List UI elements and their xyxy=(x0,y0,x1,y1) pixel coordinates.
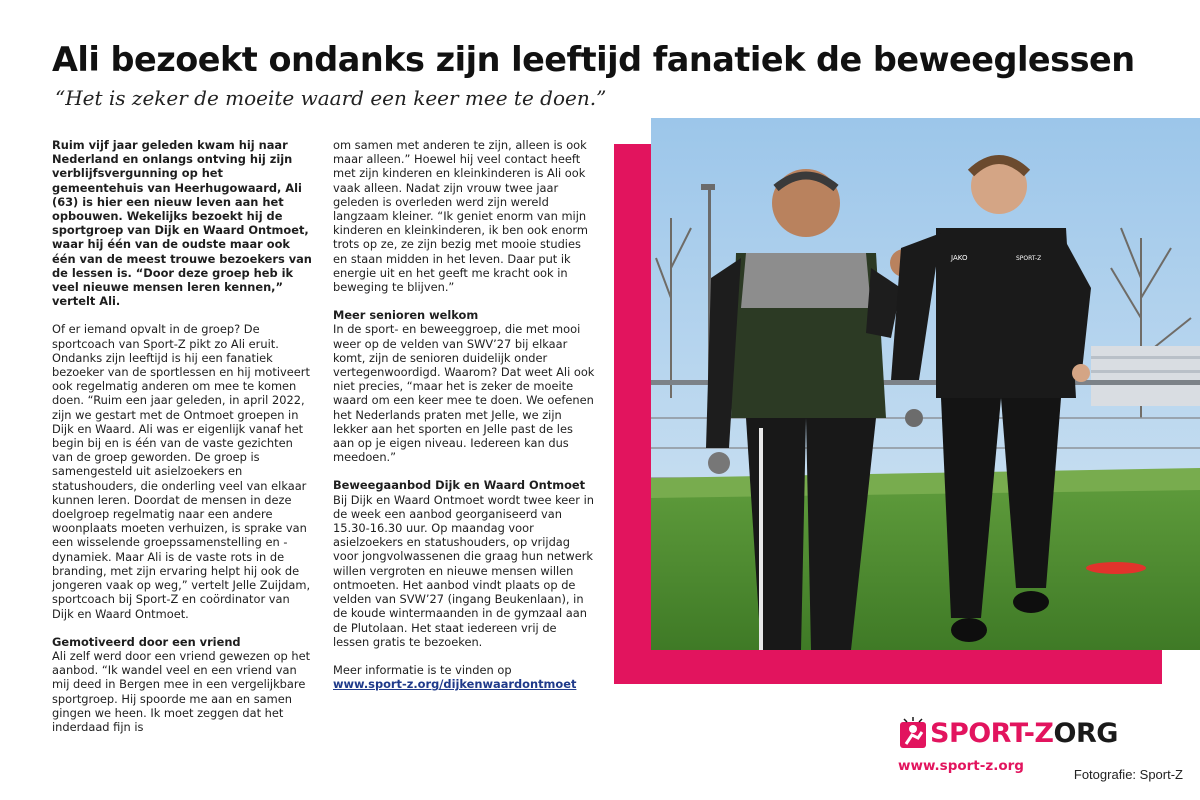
article-subheadline: “Het is zeker de moeite waard een keer mee te doen.” xyxy=(55,86,607,110)
body-paragraph: Of er iemand opvalt in de groep? De sportcoach van Sport-Z pikt zo Ali eruit. Ondanks zijn leeftijd is hij een fanatiek bezoeker van de sportlessen en hij motiveert ook regelmatig anderen om mee te komen doen. “Ruim een jaar geleden, in april 2022, zijn we gestart met de Ontmoet groepen in Dijk en Waard. Ali was er eigenlijk vanaf het begin bij en is één van de vaste gezichten van de groep geworden. De groep is samengesteld uit asielzoekers en statushouders, die onderling veel van elkaar kunnen leren. Doordat de mensen in deze doelgroep regelmatig naar een andere woonplaats moeten verhuizen, is sprake van een wisselende groepssamenstelling en -dynamiek. Maar Ali is de vaste rots in de branding, met zijn ervaring helpt hij ook de jongeren vaak op weg,” vertelt Jelle Zuijdam, sportcoach bij Sport-Z en coördinator van Dijk en Waard Ontmoet. xyxy=(52,322,311,621)
info-paragraph xyxy=(333,663,595,691)
article-column-2 xyxy=(333,138,595,691)
body-paragraph: om samen met anderen te zijn, alleen is ook maar alleen.” Hoewel hij veel contact heeft met zijn kinderen en kleinkinderen is Ali ook vaak alleen. Nadat zijn vrouw twee jaar geleden is overleden werd zijn wereld langzaam kleiner. “Ik geniet enorm van mijn kinderen en kleinkinderen, ik ben ook enorm trots op ze, ze zijn bezig met mooie studies en staan midden in het leven. Daar put ik energie uit en het geeft me kracht ook in beweging te blijven.” xyxy=(333,138,589,295)
brand-url[interactable]: www.sport-z.org xyxy=(898,758,1024,774)
intro-paragraph: Ruim vijf jaar geleden kwam hij naar Nederland en onlangs ontving hij zijn verblijfsvergunning op het gemeentehuis van Heerhugowaard, Ali (63) is hier een nieuw leven aan het opbouwen. Wekelijks bezoekt hij de sportgroep van Dijk en Waard Ontmoet, waar hij één van de oudste maar ook één van de meest trouwe bezoekers van de lessen is. “Door deze groep heb ik veel nieuwe mensen leren kennen,” vertelt Ali. xyxy=(52,138,312,309)
photo-credit: Fotografie: Sport-Z xyxy=(1073,767,1183,782)
section-heading-offer: Beweegaanbod Dijk en Waard Ontmoet xyxy=(333,478,586,493)
body-paragraph: Bij Dijk en Waard Ontmoet wordt twee keer in de week een aanbod georganiseerd van 15.30-16.30 uur. Op maandag voor asielzoekers en statushouders, op vrijdag voor jongvolwassenen die graag hun netwerk willen vergroten en nieuwe mensen willen ontmoeten. Het aanbod vindt plaats op de velden van SVW’27 (ingang Beukenlaan), in de koude wintermaanden in de gymzaal aan de Plutolaan. Het staat iedereen vrij de lessen gratis te bezoeken. xyxy=(333,492,594,649)
section-heading-seniors: Meer senioren welkom xyxy=(333,308,479,323)
logo-text-part2: ORG xyxy=(1053,717,1118,749)
logo-figure-icon xyxy=(898,716,930,750)
jersey-brand-text: JAKO xyxy=(951,254,968,262)
jersey-logo-text: SPORT-Z xyxy=(1016,255,1042,262)
article-column-1 xyxy=(52,138,314,748)
section-heading-motivated: Gemotiveerd door een vriend xyxy=(52,634,241,649)
photo-illustration xyxy=(651,118,1200,650)
body-paragraph: In de sport- en beweeggroep, die met mooi weer op de velden van SWV’27 bij elkaar komt, zijn de senioren duidelijk onder vertegenwoordigd. Waarom? Dat weet Ali ook niet precies, “maar het is zeker de moeite waard om een keer mee te doen. We oefenen het Nederlands praten met Jelle, we zijn lekker aan het sporten en Jelle past de les aan op je eigen niveau. Iedereen kan dus meedoen.” xyxy=(333,322,595,465)
article-headline: Ali bezoekt ondanks zijn leeftijd fanatiek de beweeglessen xyxy=(52,40,1135,79)
article-photo xyxy=(651,118,1200,650)
logo-wordmark xyxy=(930,718,1118,749)
info-text: Meer informatie is te vinden op xyxy=(333,662,512,677)
sport-zorg-logo xyxy=(898,716,1118,756)
info-link[interactable]: www.sport-z.org/dijkenwaardontmoet xyxy=(333,677,577,692)
body-paragraph: Ali zelf werd door een vriend gewezen op het aanbod. “Ik wandel veel en een vriend van mij deed in Bergen mee in een vergelijkbare sportgroep. Hij spoorde me aan en samen gingen we heen. Ik moet zeggen dat het inderdaad fijn is xyxy=(52,648,311,734)
logo-text-part1: SPORT-Z xyxy=(930,717,1054,749)
